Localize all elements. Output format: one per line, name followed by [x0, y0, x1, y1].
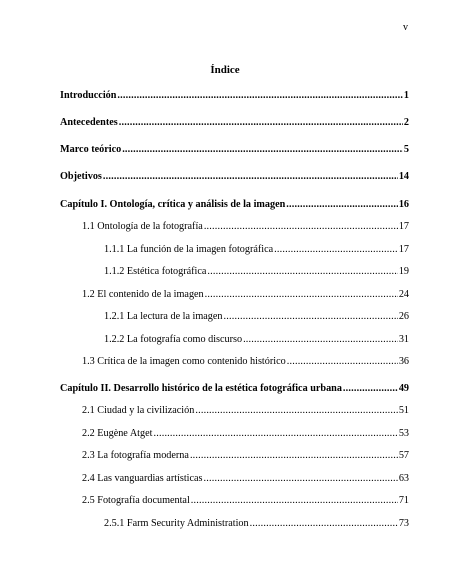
dot-leader: [205, 288, 398, 302]
toc-entry-objetivos[interactable]: [60, 170, 409, 184]
dot-leader: [243, 333, 398, 347]
toc-entry-label: 2.2 Eugène Atget: [82, 428, 153, 439]
toc-entry-page: 71: [398, 495, 409, 506]
toc-entry-page: 2: [403, 117, 409, 128]
dot-leader: [103, 170, 398, 184]
toc-entry-page: 36: [398, 356, 409, 367]
toc-entry-label: 1.2.2 La fotografía como discurso: [104, 334, 243, 345]
toc-entry-label: 2.4 Las vanguardias artísticas: [82, 473, 203, 484]
toc-entry-2-1[interactable]: [82, 404, 409, 418]
toc-entry-page: 17: [398, 244, 409, 255]
toc-entry-capitulo-2[interactable]: [60, 382, 409, 396]
toc-entry-1-1[interactable]: [82, 220, 409, 234]
toc-entry-label: 1.2.1 La lectura de la imagen: [104, 311, 223, 322]
toc-entry-label: Introducción: [60, 90, 117, 101]
toc-entry-page: 16: [398, 199, 409, 210]
dot-leader: [287, 355, 398, 369]
toc-entry-label: 2.5.1 Farm Security Administration: [104, 518, 249, 529]
toc-entry-page: 19: [398, 266, 409, 277]
toc-entry-label: Objetivos: [60, 171, 102, 182]
toc-entry-introduccion[interactable]: [60, 89, 409, 103]
toc-entry-capitulo-1[interactable]: [60, 198, 409, 212]
toc-entry-page: 63: [398, 473, 409, 484]
toc-entry-antecedentes[interactable]: [60, 116, 409, 130]
toc-entry-page: 26: [398, 311, 409, 322]
toc-entry-1-1-1[interactable]: [104, 243, 409, 257]
toc-entry-page: 49: [398, 383, 409, 394]
toc-entry-label: 1.1 Ontología de la fotografía: [82, 221, 203, 232]
dot-leader: [195, 404, 397, 418]
toc-entry-2-5[interactable]: [82, 494, 409, 508]
toc-entry-label: 2.3 La fotografía moderna: [82, 450, 189, 461]
toc-entry-2-3[interactable]: [82, 449, 409, 463]
toc-entry-1-2[interactable]: [82, 288, 409, 302]
dot-leader: [250, 517, 398, 531]
toc-entry-page: 73: [398, 518, 409, 529]
dot-leader: [117, 89, 402, 103]
toc-entry-1-2-2[interactable]: [104, 333, 409, 347]
toc-entry-1-3[interactable]: [82, 355, 409, 369]
dot-leader: [119, 116, 403, 130]
toc-entry-1-2-1[interactable]: [104, 310, 409, 324]
dot-leader: [190, 449, 398, 463]
dot-leader: [207, 265, 397, 279]
toc-entry-page: 17: [398, 221, 409, 232]
toc-entry-page: 5: [403, 144, 409, 155]
toc-entry-label: 2.5 Fotografía documental: [82, 495, 190, 506]
dot-leader: [191, 494, 398, 508]
toc-entry-2-2[interactable]: [82, 427, 409, 441]
dot-leader: [224, 310, 398, 324]
toc-entry-label: Capítulo I. Ontología, crítica y análisis de la imagen: [60, 199, 286, 210]
toc-entry-2-5-1[interactable]: [104, 517, 409, 531]
toc-entry-label: 1.1.1 La función de la imagen fotográfica: [104, 244, 274, 255]
toc-entry-page: 53: [398, 428, 409, 439]
toc-entry-marco-teorico[interactable]: [60, 143, 409, 157]
dot-leader: [343, 382, 398, 396]
page-number: v: [403, 22, 408, 33]
toc-entry-label: 2.1 Ciudad y la civilización: [82, 405, 195, 416]
toc-entry-page: 31: [398, 334, 409, 345]
toc-entry-page: 14: [398, 171, 409, 182]
toc-entry-label: 1.2 El contenido de la imagen: [82, 289, 204, 300]
toc-entry-1-1-2[interactable]: [104, 265, 409, 279]
dot-leader: [204, 472, 398, 486]
toc-entry-page: 51: [398, 405, 409, 416]
dot-leader: [274, 243, 398, 257]
toc-entry-label: Capítulo II. Desarrollo histórico de la estética fotográfica urbana: [60, 383, 342, 394]
dot-leader: [122, 143, 403, 157]
dot-leader: [153, 427, 397, 441]
toc-entry-page: 24: [398, 289, 409, 300]
dot-leader: [286, 198, 398, 212]
toc-entry-label: Antecedentes: [60, 117, 118, 128]
page-title: Índice: [210, 64, 240, 76]
toc-entry-label: Marco teórico: [60, 144, 122, 155]
dot-leader: [204, 220, 398, 234]
toc-entry-page: 57: [398, 450, 409, 461]
toc-entry-page: 1: [403, 90, 409, 101]
toc-entry-label: 1.1.2 Estética fotográfica: [104, 266, 207, 277]
toc-entry-label: 1.3 Crítica de la imagen como contenido histórico: [82, 356, 286, 367]
toc-entry-2-4[interactable]: [82, 472, 409, 486]
